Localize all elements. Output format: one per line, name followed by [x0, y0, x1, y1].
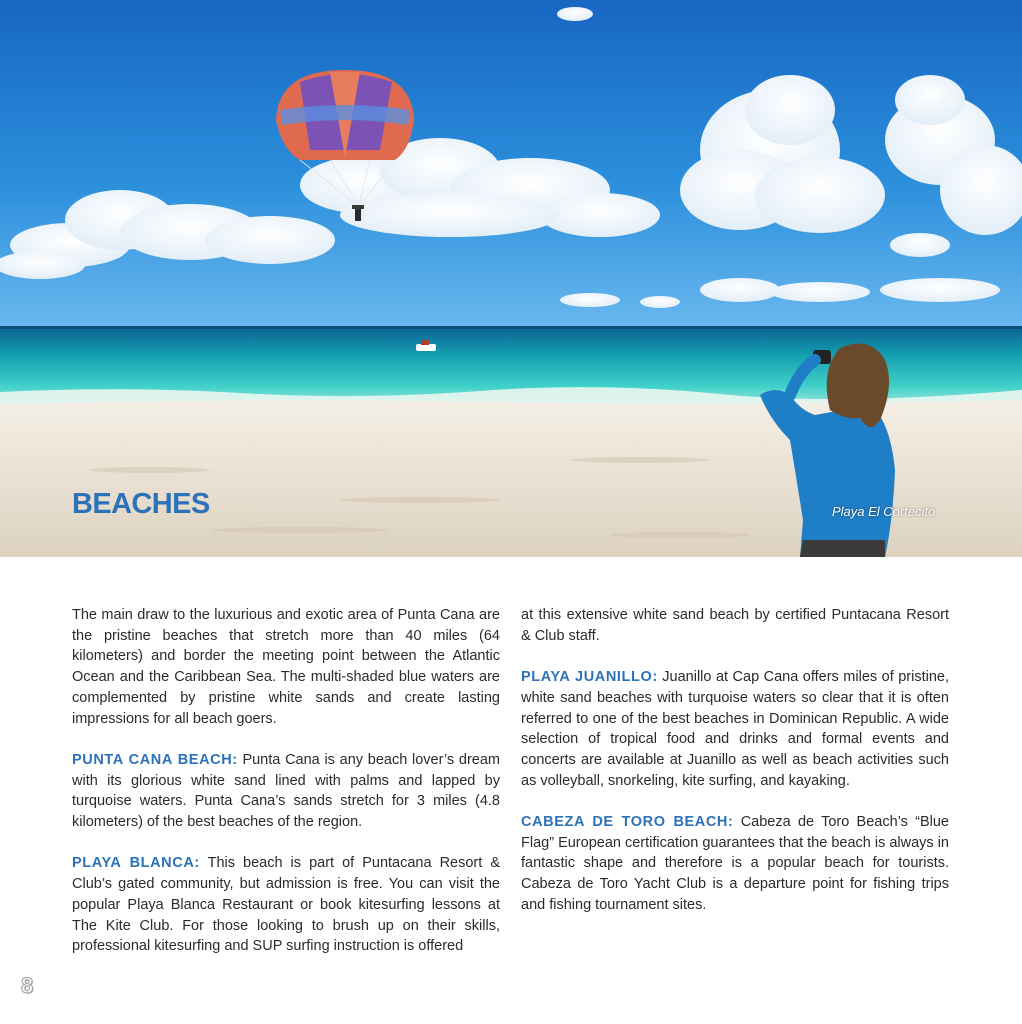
intro-paragraph — [72, 605, 500, 729]
beach-heading: PLAYA JUANILLO: — [521, 669, 658, 686]
beach-heading: PUNTA CANA BEACH: — [72, 751, 238, 768]
photo-caption: Playa El Cortecito — [832, 504, 936, 519]
intro-text: The main draw to the luxurious and exotic area of Punta Cana are the pristine beaches that stretch more than 40 miles (64 kilometers) and border the meeting point between the Atlantic Ocean and the Caribbean Sea. The multi-shaded blue waters are complemented by pristine white sands and create lasting impressions for all beach goers. — [72, 607, 500, 727]
page-number: 8 — [21, 973, 34, 998]
beach-entry-playa-blanca-continued — [521, 605, 949, 646]
right-column — [521, 605, 949, 916]
beach-heading: PLAYA BLANCA: — [72, 855, 200, 872]
beach-description: Juanillo at Cap Cana offers miles of pristine, white sand beaches with turquoise waters so clear that it is often referred to one of the best beaches in Dominican Republic. A wide selection of tropical food and drinks and formal events and concerts are available at Juanillo as well as beach activities such as volleyball, snorkeling, kite surfing, and kayaking. — [521, 669, 949, 789]
beach-entry-cabeza-de-toro — [521, 812, 949, 916]
left-column — [72, 605, 500, 957]
beach-entry-punta-cana — [72, 750, 500, 833]
beach-description: This beach is part of Puntacana Resort & Club’s gated community, but admission is free. You can visit the popular Playa Blanca Restaurant or book kitesurfing lessons at The Kite Club. For those looking to brush up on their skills, professional kitesurfing and SUP surfing instruction is offered — [72, 855, 500, 955]
beach-entry-playa-juanillo — [521, 667, 949, 791]
beach-description-continued: at this extensive white sand beach by certified Puntacana Resort & Club staff. — [521, 607, 949, 644]
beach-description: Cabeza de Toro Beach’s “Blue Flag” European certification guarantees that the beach is always in fantastic shape and therefore is a popular beach for tourists. Cabeza de Toro Yacht Club is a departure point for fishing trips and fishing tournament sites. — [521, 814, 949, 913]
beach-entry-playa-blanca — [72, 853, 500, 957]
beach-description: Punta Cana is any beach lover’s dream with its glorious white sand lined with palms and lapped by turquoise waters. Punta Cana’s sands stretch for 3 miles (4.8 kilometers) of the best beaches of the region. — [72, 751, 500, 831]
section-title: BEACHES — [72, 488, 210, 520]
beach-heading: CABEZA DE TORO BEACH: — [521, 814, 734, 830]
